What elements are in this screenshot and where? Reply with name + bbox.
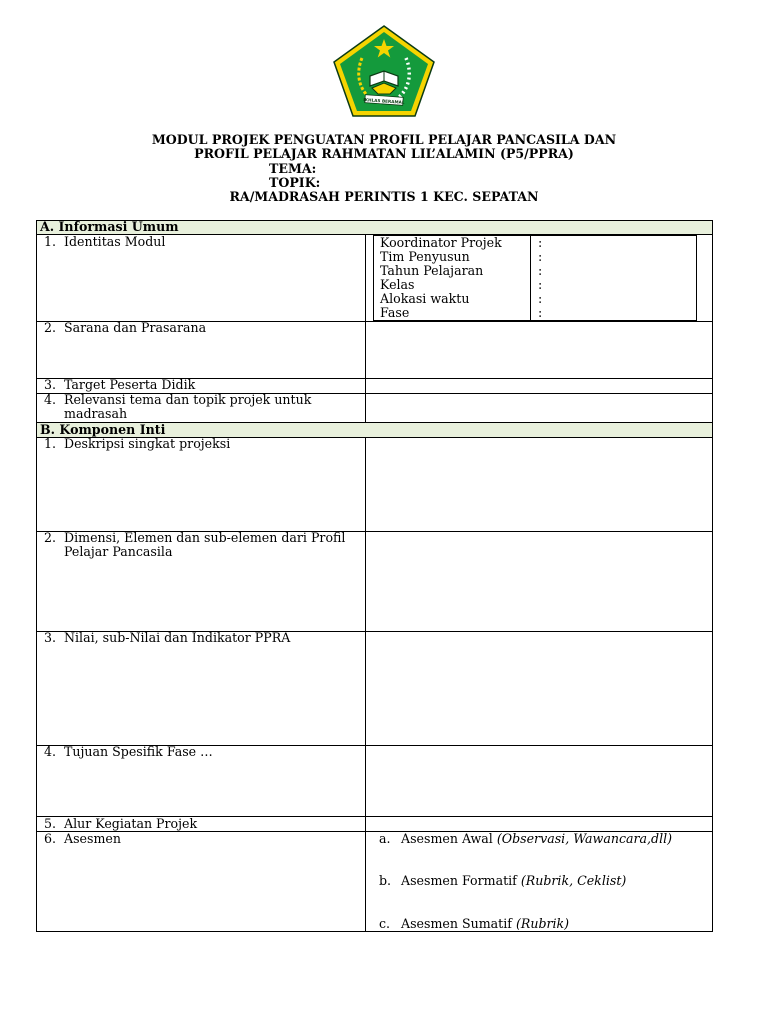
doc-title-line-2: PROFIL PELAJAR RAHMATAN LIL’ALAMIN (P5/PPRA) (194, 146, 574, 161)
module-table (36, 220, 713, 931)
field-fase-value[interactable]: : (538, 305, 543, 320)
asesmen-item-b: b. Asesmen Formatif (Rubrik, Ceklist) (379, 873, 627, 888)
field-koordinator-label: Koordinator Projek (380, 235, 502, 250)
field-kelas-label: Kelas (380, 277, 415, 292)
section-a-header: A. Informasi Umum (36, 220, 713, 235)
section-b-header: B. Komponen Inti (36, 423, 713, 437)
row-sarana-prasarana: 2. Sarana dan Prasarana (44, 320, 207, 335)
row-deskripsi: 1. Deskripsi singkat projeksi (44, 436, 231, 451)
field-tim-label: Tim Penyusun (380, 249, 470, 264)
field-alokasi-label: Alokasi waktu (380, 291, 470, 306)
doc-title-line-1: MODUL PROJEK PENGUATAN PROFIL PELAJAR PANCASILA DAN (151, 132, 617, 147)
asesmen-item-a: a. Asesmen Awal (Observasi, Wawancara,dll) (379, 831, 673, 846)
ministry-logo (332, 24, 436, 118)
row-target-peserta: 3. Target Peserta Didik (44, 377, 196, 392)
row-relevansi: 4. Relevansi tema dan topik projek untuk madrasah (44, 392, 312, 421)
asesmen-item-c: c. Asesmen Sumatif (Rubrik) (379, 916, 570, 931)
topik-label: TOPIK: (269, 175, 321, 190)
field-alokasi-value[interactable]: : (538, 291, 543, 306)
school-name: RA/MADRASAH PERINTIS 1 KEC. SEPATAN (229, 189, 539, 204)
logo-banner-text: IKHLAS BERAMAL (363, 97, 405, 105)
field-tahun-value[interactable]: : (538, 263, 543, 278)
field-tahun-label: Tahun Pelajaran (380, 263, 484, 278)
identity-fields-box (373, 235, 697, 321)
row-asesmen: 6. Asesmen (44, 831, 121, 846)
row-identitas-modul: 1. Identitas Modul (44, 234, 166, 249)
field-kelas-value[interactable]: : (538, 277, 543, 292)
row-nilai-ppra: 3. Nilai, sub-Nilai dan Indikator PPRA (44, 630, 291, 645)
field-tim-value[interactable]: : (538, 249, 543, 264)
row-dimensi: 2. Dimensi, Elemen dan sub-elemen dari Profil Pelajar Pancasila (44, 530, 346, 559)
tema-label: TEMA: (269, 161, 317, 176)
field-fase-label: Fase (380, 305, 410, 320)
row-tujuan: 4. Tujuan Spesifik Fase … (44, 744, 213, 759)
field-koordinator-value[interactable]: : (538, 235, 543, 250)
row-alur-kegiatan: 5. Alur Kegiatan Projek (44, 816, 198, 831)
